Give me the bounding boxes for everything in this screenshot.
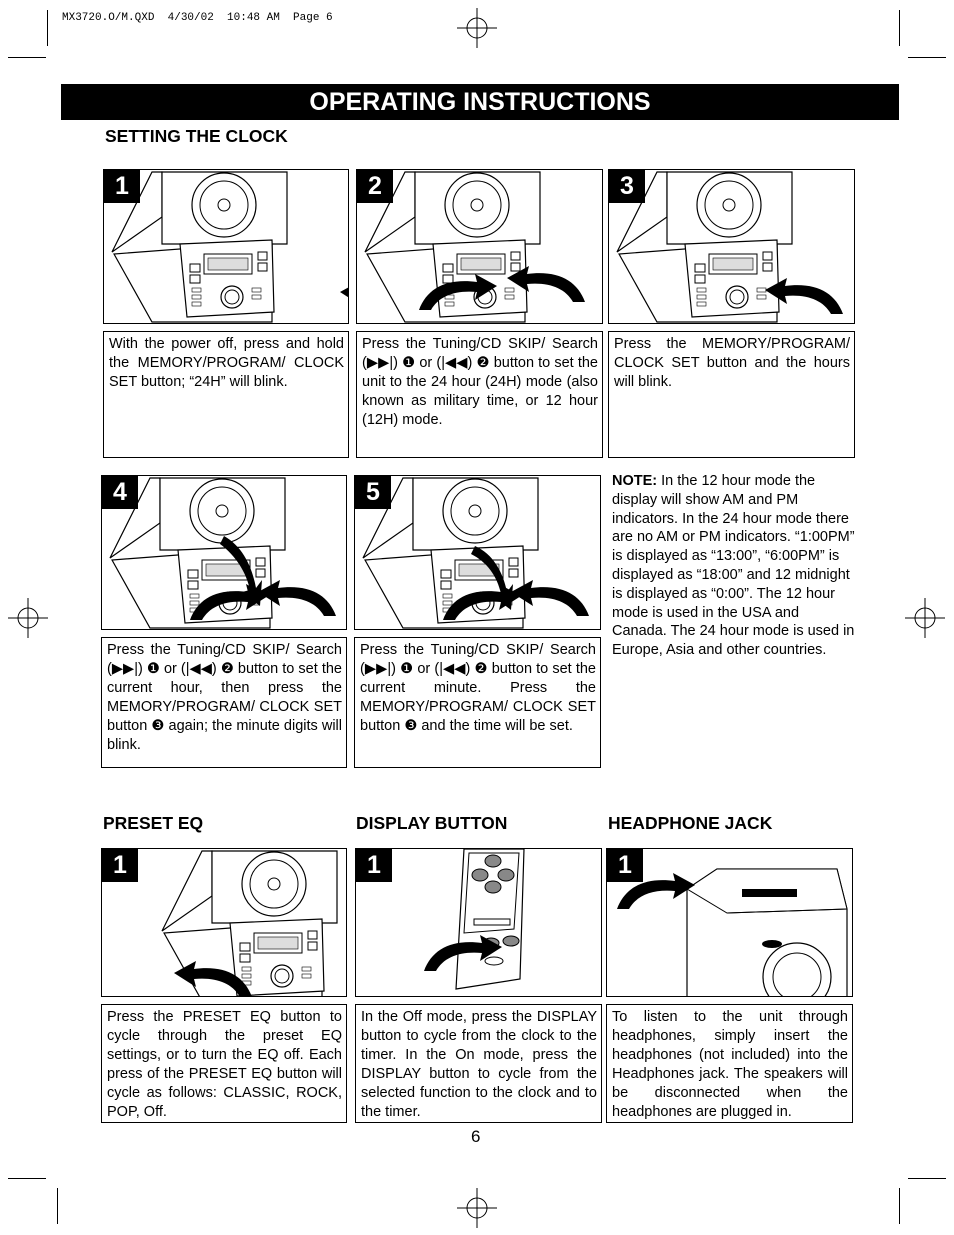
registration-mark-right xyxy=(905,598,945,638)
preset-eq-heading: PRESET EQ xyxy=(103,813,204,833)
step-number: 1 xyxy=(104,170,140,203)
step-number: 1 xyxy=(356,849,392,882)
registration-mark-left xyxy=(8,598,48,638)
setting-clock-heading: SETTING THE CLOCK xyxy=(105,126,288,146)
step-number: 3 xyxy=(609,170,645,203)
step-number: 1 xyxy=(607,849,643,882)
preset-eq-text: Press the PRESET EQ button to cycle through the preset EQ settings, or to turn the EQ off. Each press of the PRESET EQ button will cycle as follows: CLASSIC, ROCK, POP, Off. xyxy=(101,1004,347,1123)
note-label: NOTE: xyxy=(612,473,658,489)
note-text: In the 12 hour mode the display will show AM and PM indicators. In the 24 hour mode there are no AM or PM indicators. “1:00PM” is displayed as “13:00”, “6:00PM” is displayed as “18:00” and 12 midnight is displayed as “0:00”. The 12 hour mode is used in the USA and Canada. The 24 hour mode is used in Europe, Asia and other countries. xyxy=(612,473,855,659)
preset-eq-illustration xyxy=(101,848,347,997)
crop-mark xyxy=(8,57,46,58)
step-3-illustration xyxy=(608,169,855,324)
page-title: OPERATING INSTRUCTIONS xyxy=(309,88,651,116)
step-3-text: Press the MEMORY/PROGRAM/ CLOCK SET button and the hours will blink. xyxy=(608,331,855,458)
step-1-illustration xyxy=(103,169,349,324)
display-button-text: In the Off mode, press the DISPLAY button to cycle from the clock to the timer. In the On mode, press the DISPLAY button to cycle from the selected function to the clock and to the timer. xyxy=(355,1004,602,1123)
headphone-jack-heading: HEADPHONE JACK xyxy=(608,813,773,833)
clock-note xyxy=(612,472,857,660)
page-number: 6 xyxy=(471,1127,481,1146)
crop-mark xyxy=(908,57,946,58)
step-2-text: Press the Tuning/CD SKIP/ Search (▶▶|) ❶ or (|◀◀) ❷ button to set the unit to the 24 hour (24H) mode (also known as military time, or 12 hour (12H) mode. xyxy=(356,331,603,458)
step-number: 1 xyxy=(102,849,138,882)
step-number: 2 xyxy=(357,170,393,203)
registration-mark-top xyxy=(457,8,497,48)
display-button-illustration xyxy=(355,848,602,997)
step-5-illustration xyxy=(354,475,601,630)
step-number: 4 xyxy=(102,476,138,509)
step-5-text: Press the Tuning/CD SKIP/ Search (▶▶|) ❶ or (|◀◀) ❷ button to set the current minute. Press the MEMORY/PROGRAM/ CLOCK SET button ❸ and the time will be set. xyxy=(354,637,601,768)
crop-mark xyxy=(899,10,900,46)
file-slug: MX3720.O/M.QXD 4/30/02 10:48 AM Page 6 xyxy=(62,12,333,24)
step-number: 5 xyxy=(355,476,391,509)
display-button-heading: DISPLAY BUTTON xyxy=(356,813,508,833)
crop-mark xyxy=(8,1178,46,1179)
step-2-illustration xyxy=(356,169,603,324)
registration-mark-bottom xyxy=(457,1188,497,1228)
headphone-jack-text: To listen to the unit through headphones, simply insert the headphones (not included) into the Headphones jack. The speakers will be disconnected when the headphones are plugged in. xyxy=(606,1004,853,1123)
crop-mark xyxy=(47,10,48,46)
crop-mark xyxy=(57,1188,58,1224)
headphone-jack-illustration xyxy=(606,848,853,997)
step-4-text: Press the Tuning/CD SKIP/ Search (▶▶|) ❶ or (|◀◀) ❷ button to set the current hour, then press the MEMORY/PROGRAM/ CLOCK SET button ❸ again; the minute digits will blink. xyxy=(101,637,347,768)
step-1-text: With the power off, press and hold the MEMORY/PROGRAM/ CLOCK SET button; “24H” will blink. xyxy=(103,331,349,458)
step-4-illustration xyxy=(101,475,347,630)
crop-mark xyxy=(908,1178,946,1179)
crop-mark xyxy=(899,1188,900,1224)
